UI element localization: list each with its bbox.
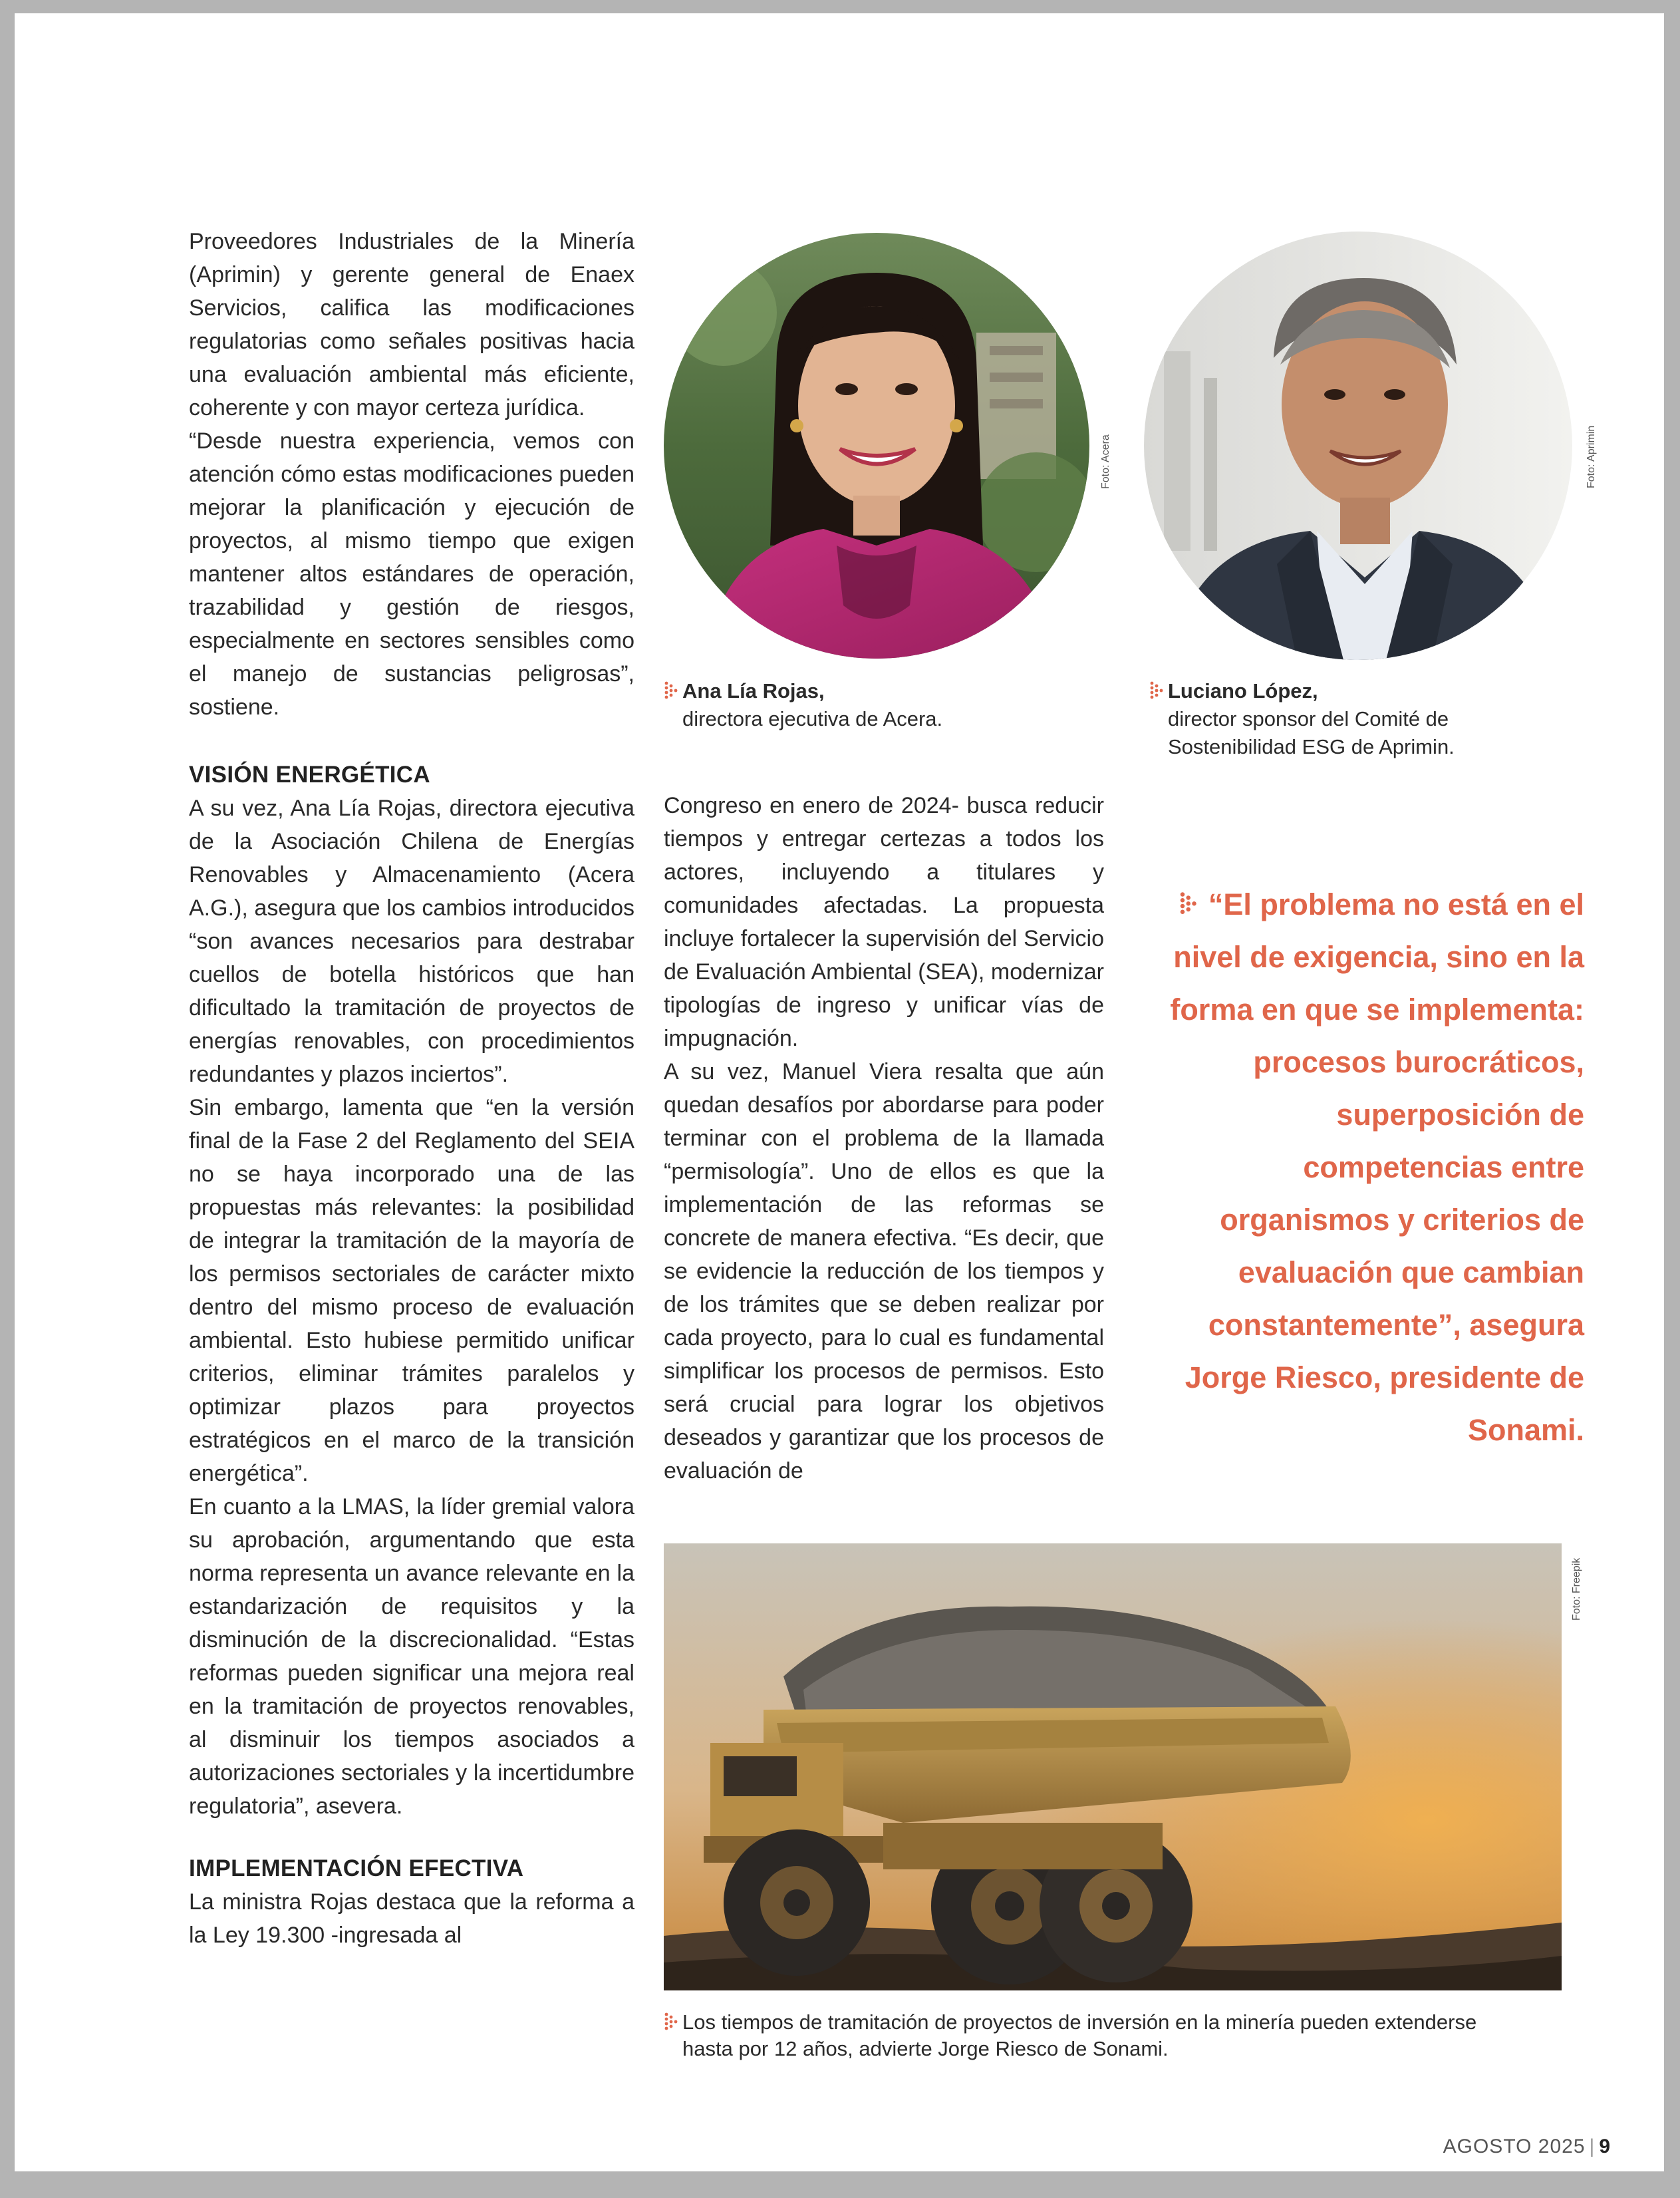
mining-truck-image [664,1543,1562,1990]
paragraph-acera: A su vez, Ana Lía Rojas, directora ejecutiva de la Asociación Chilena de Energías Renovables y Almacenamiento (Acera A.G.), asegura que los cambios introducidos “son avances necesarios para destrabar cuellos de botella históricos que han dificultado la tramitación de proyectos de energías renovables, con procedimientos redundantes y plazos inciertos”. [189,796,634,1087]
caption-truck [664,2009,1582,2062]
portrait-ana-lia-rojas [664,233,1089,659]
section-heading-vision: VISIÓN ENERGÉTICA [189,762,430,788]
caption-luciano-name: Luciano López, [1168,679,1318,703]
page-number: 9 [1599,2135,1611,2157]
paragraph-quote: “Desde nuestra experiencia, vemos con atención cómo estas modificaciones pueden mejorar la planificación y ejecución de proyectos, al mismo tiempo que exigen mantener altos estándares de operación, trazabilidad y gestión de riesgos, especialmente en sectores sensibles como el manejo de sustancias peligrosas”, sostiene. [189,428,634,720]
photo-credit-aprimin: Foto: Aprimin [1586,425,1597,488]
paragraph-congreso: Congreso en enero de 2024- busca reducir tiempos y entregar certezas a todos los actores, incluyendo a titulares y comunidades afectadas. La propuesta incluye fortalecer la supervisión del Servicio de Evaluación Ambiental (SEA), modernizar tipologías de ingreso y unificar vías de impugnación. [664,793,1104,1051]
portrait-luciano-lopez [1144,232,1572,660]
paragraph-viera: A su vez, Manuel Viera resalta que aún quedan desafíos por abordarse para poder terminar con el problema de la llamada “permisología”. Uno de ellos es que la implementación de las reformas se concrete de manera efectiva. “Es decir, que se evidencie la reducción de los tiempos y de los trámites que se deben realizar por cada proyecto, para lo cual es fundamental simplificar los procesos de permisos. Esto será crucial para lograr los objetivos deseados y garantizar que los procesos de evaluación de [664,1059,1104,1484]
caption-ana-role: directora ejecutiva de Acera. [682,707,943,730]
paragraph-ministra: La ministra Rojas destaca que la reforma a la Ley 19.300 -ingresada al [189,1889,634,1948]
caption-bullet-icon [664,2011,680,2031]
footer-divider: | [1589,2135,1596,2157]
caption-ana-name: Ana Lía Rojas, [682,679,825,703]
caption-luciano-role-line1: director sponsor del Comité de [1168,707,1449,730]
pull-quote-bullet-icon [1179,888,1199,917]
page-footer [1443,2135,1611,2158]
caption-truck-line2: hasta por 12 años, advierte Jorge Riesco de Sonami. [682,2037,1169,2060]
article-column-left [189,225,634,1952]
photo-credit-freepik: Foto: Freepik [1571,1557,1582,1621]
magazine-page [15,13,1664,2171]
paragraph-intro: Proveedores Industriales de la Minería (Aprimin) y gerente general de Enaex Servicios, califica las modificaciones regulatorias como señales positivas hacia una evaluación ambiental más eficiente, coherente y con mayor certeza jurídica. [189,229,634,420]
article-column-middle [664,789,1104,1488]
caption-bullet-icon [1149,680,1165,700]
pull-quote-text: “El problema no está en el nivel de exigencia, sino en la forma en que se implementa: procesos burocráticos, superposición de competencias entre organismos y criterios de evaluación que cambian constantemente”, asegura Jorge Riesco, presidente de Sonami. [1170,887,1584,1447]
paragraph-sin-embargo: Sin embargo, lamenta que “en la versión final de la Fase 2 del Reglamento del SEIA no se haya incorporado una de las propuestas más relevantes: la posibilidad de integrar la tramitación de la mayoría de los permisos sectoriales de carácter mixto dentro del mismo proceso de evaluación ambiental. Esto hubiese permitido unificar criterios, eliminar trámites paralelos y optimizar plazos para proyectos estratégicos en el marco de la transición energética”. [189,1095,634,1486]
mining-truck-photo [664,1543,1562,1990]
pull-quote [1145,878,1584,1456]
caption-luciano-role-line2: Sostenibilidad ESG de Aprimin. [1168,735,1455,758]
caption-ana [664,677,1089,733]
caption-truck-line1: Los tiempos de tramitación de proyectos de inversión en la minería pueden extenderse [682,2010,1477,2034]
paragraph-lmas: En cuanto a la LMAS, la líder gremial valora su aprobación, argumentando que esta norma representa un avance relevante en la estandarización de requisitos y la disminución de la discrecionalidad. “Estas reformas pueden significar una mejora real en la tramitación de proyectos renovables, al disminuir los tiempos asociados a autorizaciones sectoriales y la incertidumbre regulatoria”, asevera. [189,1494,634,1819]
portrait-luciano-photo [1144,232,1572,660]
portrait-ana-photo [664,233,1089,659]
caption-bullet-icon [664,680,680,700]
section-heading-implementacion: IMPLEMENTACIÓN EFECTIVA [189,1855,524,1881]
photo-credit-acera: Foto: Acera [1100,434,1111,489]
footer-issue: AGOSTO 2025 [1443,2135,1586,2157]
caption-luciano [1149,677,1575,761]
